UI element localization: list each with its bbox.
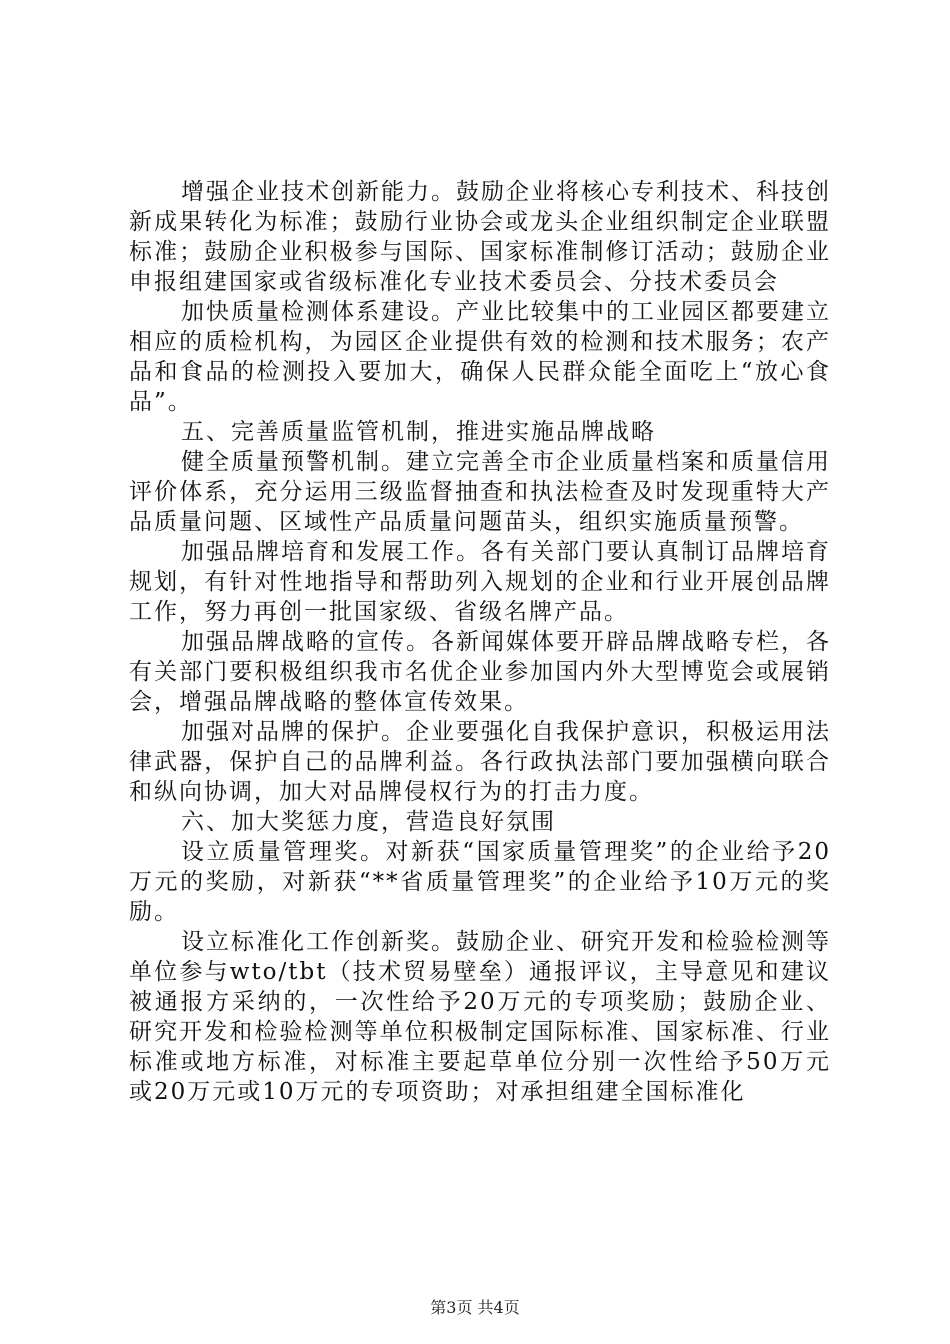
paragraph-brand-cultivation: 加强品牌培育和发展工作。各有关部门要认真制订品牌培育规划，有针对性地指导和帮助列入规划的企业和行业开展创品牌工作，努力再创一批国家级、省级名牌产品。 <box>129 539 831 625</box>
paragraph-brand-protection: 加强对品牌的保护。企业要强化自我保护意识，积极运用法律武器，保护自己的品牌利益。各行政执法部门要加强横向联合和纵向协调，加大对品牌侵权行为的打击力度。 <box>129 719 831 805</box>
paragraph-quality-award: 设立质量管理奖。对新获“国家质量管理奖”的企业给予20万元的奖励，对新获“**省质量管理奖”的企业给予10万元的奖励。 <box>129 839 831 925</box>
page-number-footer: 第3页 共4页 <box>430 1298 520 1317</box>
paragraph-tech-innovation: 增强企业技术创新能力。鼓励企业将核心专利技术、科技创新成果转化为标准；鼓励行业协会或龙头企业组织制定企业联盟标准；鼓励企业积极参与国际、国家标准制修订活动；鼓励企业申报组建国家或省级标准化专业技术委员会、分技术委员会 <box>129 179 831 295</box>
section-heading-six: 六、加大奖惩力度，营造良好氛围 <box>181 809 556 835</box>
document-body <box>129 177 831 1107</box>
paragraph-brand-publicity: 加强品牌战略的宣传。各新闻媒体要开辟品牌战略专栏，各有关部门要积极组织我市名优企业参加国内外大型博览会或展销会，增强品牌战略的整体宣传效果。 <box>129 629 831 715</box>
paragraph-standardization-award: 设立标准化工作创新奖。鼓励企业、研究开发和检验检测等单位参与wto/tbt（技术贸易壁垒）通报评议，主导意见和建议被通报方采纳的，一次性给予20万元的专项奖励；鼓励企业、研究开发和检验检测等单位积极制定国际标准、国家标准、行业标准或地方标准，对标准主要起草单位分别一次性给予50万元或20万元或10万元的专项资助；对承担组建全国标准化 <box>129 929 831 1105</box>
paragraph-quality-testing: 加快质量检测体系建设。产业比较集中的工业园区都要建立相应的质检机构，为园区企业提供有效的检测和技术服务；农产品和食品的检测投入要加大，确保人民群众能全面吃上“放心食品”。 <box>129 299 831 415</box>
section-heading-five: 五、完善质量监管机制，推进实施品牌战略 <box>181 419 656 445</box>
paragraph-quality-warning: 健全质量预警机制。建立完善全市企业质量档案和质量信用评价体系，充分运用三级监督抽查和执法检查及时发现重特大产品质量问题、区域性产品质量问题苗头，组织实施质量预警。 <box>129 449 831 535</box>
